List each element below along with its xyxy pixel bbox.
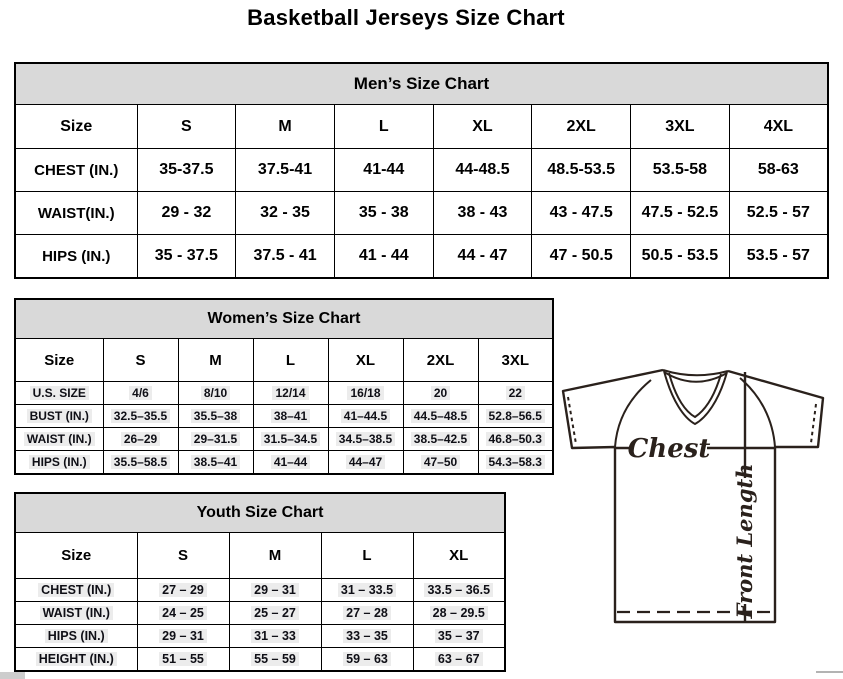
page-title: Basketball Jerseys Size Chart <box>247 5 565 30</box>
row-label: CHEST (IN.) <box>15 149 137 192</box>
column-header: S <box>103 339 178 382</box>
horizontal-scrollbar-fragment-left[interactable] <box>0 672 25 679</box>
row-label: WAIST(IN.) <box>15 192 137 235</box>
size-value-cell: 31 – 33 <box>229 625 321 648</box>
size-value-cell: 35-37.5 <box>137 149 236 192</box>
size-value-cell: 59 – 63 <box>321 648 413 672</box>
mens-size-table <box>14 62 829 279</box>
size-value-cell: 28 – 29.5 <box>413 602 505 625</box>
size-value-cell: 63 – 67 <box>413 648 505 672</box>
size-value-cell: 54.3–58.3 <box>478 451 553 475</box>
jersey-measurement-diagram <box>553 358 841 670</box>
size-value-cell: 20 <box>403 382 478 405</box>
size-value-cell: 29 – 31 <box>229 579 321 602</box>
size-value-cell: 41 - 44 <box>334 235 433 279</box>
size-value-cell: 31 – 33.5 <box>321 579 413 602</box>
size-value-cell: 33 – 35 <box>321 625 413 648</box>
size-value-cell: 53.5-58 <box>631 149 730 192</box>
size-value-cell: 27 – 29 <box>137 579 229 602</box>
size-value-cell: 41–44.5 <box>328 405 403 428</box>
size-value-cell: 34.5–38.5 <box>328 428 403 451</box>
size-value-cell: 44.5–48.5 <box>403 405 478 428</box>
size-value-cell: 16/18 <box>328 382 403 405</box>
size-value-cell: 48.5-53.5 <box>532 149 631 192</box>
size-value-cell: 29–31.5 <box>178 428 253 451</box>
size-value-cell: 35 - 37.5 <box>137 235 236 279</box>
row-label: WAIST (IN.) <box>15 602 137 625</box>
size-value-cell: 31.5–34.5 <box>253 428 328 451</box>
row-label: WAIST (IN.) <box>15 428 103 451</box>
size-value-cell: 24 – 25 <box>137 602 229 625</box>
row-label: HIPS (IN.) <box>15 625 137 648</box>
column-header: L <box>253 339 328 382</box>
column-header: 2XL <box>532 105 631 149</box>
size-value-cell: 12/14 <box>253 382 328 405</box>
size-value-cell: 47.5 - 52.5 <box>631 192 730 235</box>
section-title: Men’s Size Chart <box>15 63 828 105</box>
size-value-cell: 44-48.5 <box>433 149 532 192</box>
youth-size-table <box>14 492 506 672</box>
size-value-cell: 41-44 <box>334 149 433 192</box>
size-value-cell: 33.5 – 36.5 <box>413 579 505 602</box>
chest-label: Chest <box>627 434 711 464</box>
size-value-cell: 25 – 27 <box>229 602 321 625</box>
column-header: 2XL <box>403 339 478 382</box>
size-value-cell: 32 - 35 <box>236 192 335 235</box>
size-value-cell: 35 – 37 <box>413 625 505 648</box>
row-label: U.S. SIZE <box>15 382 103 405</box>
column-header: L <box>334 105 433 149</box>
size-value-cell: 27 – 28 <box>321 602 413 625</box>
column-header: 3XL <box>478 339 553 382</box>
size-value-cell: 38 - 43 <box>433 192 532 235</box>
size-value-cell: 35.5–58.5 <box>103 451 178 475</box>
column-header: 3XL <box>631 105 730 149</box>
size-value-cell: 29 – 31 <box>137 625 229 648</box>
size-value-cell: 37.5 - 41 <box>236 235 335 279</box>
column-header: M <box>178 339 253 382</box>
size-value-cell: 4/6 <box>103 382 178 405</box>
size-value-cell: 44–47 <box>328 451 403 475</box>
size-value-cell: 58-63 <box>729 149 828 192</box>
size-value-cell: 29 - 32 <box>137 192 236 235</box>
row-label: HEIGHT (IN.) <box>15 648 137 672</box>
front-length-label: Front Length <box>732 463 757 619</box>
size-value-cell: 46.8–50.3 <box>478 428 553 451</box>
cuff-stitch-right <box>811 404 816 443</box>
size-value-cell: 53.5 - 57 <box>729 235 828 279</box>
column-header: XL <box>328 339 403 382</box>
size-value-cell: 35.5–38 <box>178 405 253 428</box>
size-value-cell: 32.5–35.5 <box>103 405 178 428</box>
column-header: S <box>137 533 229 579</box>
row-label: HIPS (IN.) <box>15 451 103 475</box>
size-value-cell: 44 - 47 <box>433 235 532 279</box>
size-value-cell: 50.5 - 53.5 <box>631 235 730 279</box>
column-header: 4XL <box>729 105 828 149</box>
row-label: CHEST (IN.) <box>15 579 137 602</box>
row-label: HIPS (IN.) <box>15 235 137 279</box>
section-title: Youth Size Chart <box>15 493 505 533</box>
column-header: M <box>229 533 321 579</box>
size-value-cell: 55 – 59 <box>229 648 321 672</box>
size-value-cell: 52.5 - 57 <box>729 192 828 235</box>
size-value-cell: 8/10 <box>178 382 253 405</box>
horizontal-scrollbar-fragment-right[interactable] <box>816 671 843 673</box>
size-value-cell: 51 – 55 <box>137 648 229 672</box>
size-value-cell: 38–41 <box>253 405 328 428</box>
size-value-cell: 37.5-41 <box>236 149 335 192</box>
section-title: Women’s Size Chart <box>15 299 553 339</box>
collar-back-arc-icon <box>663 370 728 375</box>
column-header: Size <box>15 533 137 579</box>
size-value-cell: 47–50 <box>403 451 478 475</box>
womens-size-table <box>14 298 554 475</box>
column-header: Size <box>15 339 103 382</box>
size-value-cell: 47 - 50.5 <box>532 235 631 279</box>
size-value-cell: 35 - 38 <box>334 192 433 235</box>
column-header: L <box>321 533 413 579</box>
size-value-cell: 38.5–42.5 <box>403 428 478 451</box>
size-value-cell: 26–29 <box>103 428 178 451</box>
size-value-cell: 22 <box>478 382 553 405</box>
size-value-cell: 43 - 47.5 <box>532 192 631 235</box>
column-header: S <box>137 105 236 149</box>
size-value-cell: 52.8–56.5 <box>478 405 553 428</box>
column-header: M <box>236 105 335 149</box>
column-header: XL <box>433 105 532 149</box>
size-value-cell: 38.5–41 <box>178 451 253 475</box>
column-header: XL <box>413 533 505 579</box>
row-label: BUST (IN.) <box>15 405 103 428</box>
size-value-cell: 41–44 <box>253 451 328 475</box>
column-header: Size <box>15 105 137 149</box>
jersey-outline <box>563 370 823 622</box>
